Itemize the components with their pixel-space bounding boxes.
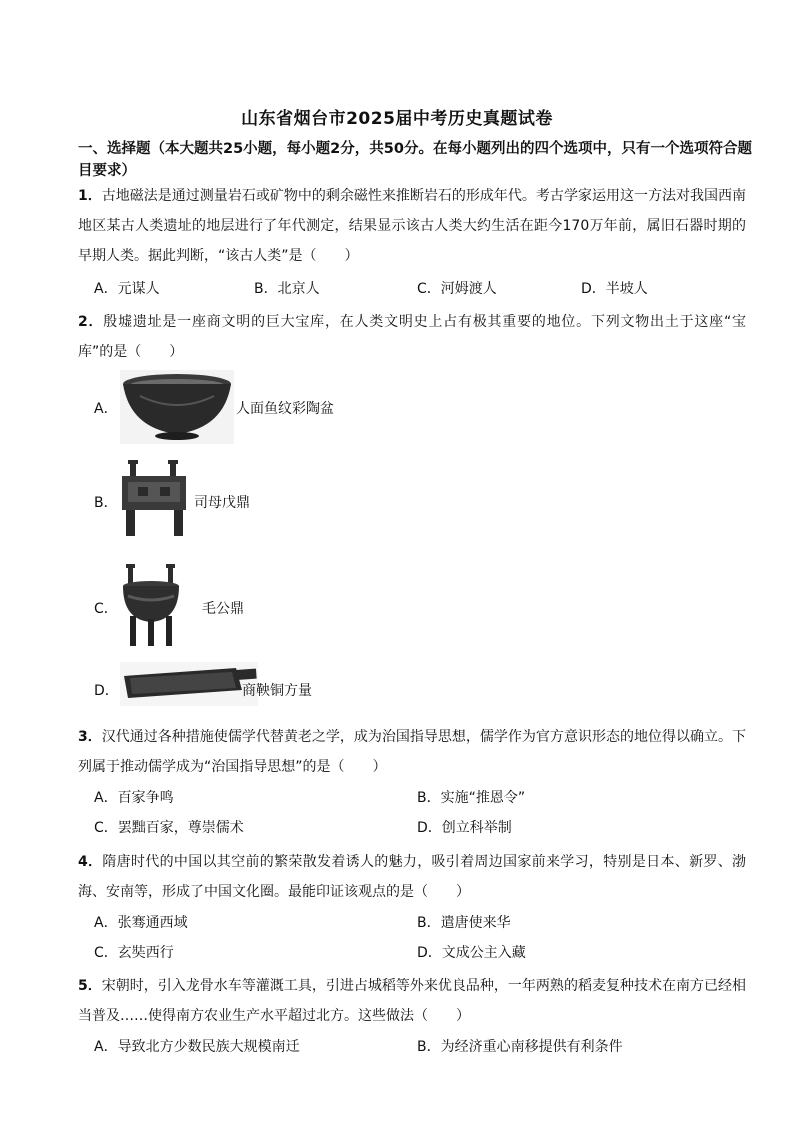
bronze-measure-image [120, 662, 260, 708]
round-ding-image [120, 564, 190, 648]
question-4 [78, 847, 746, 907]
option-caption: 人面鱼纹彩陶盆 [236, 401, 334, 417]
question-3-options-row1 [94, 786, 754, 810]
square-ding-image [120, 460, 190, 538]
question-number: 5． [78, 978, 102, 994]
question-3-options-row2 [94, 816, 754, 840]
option-a[interactable]: A．张骞通西域 [94, 915, 188, 931]
option-d[interactable]: D．创立科举制 [417, 820, 512, 836]
question-2 [78, 307, 746, 367]
question-number: 4． [78, 854, 103, 870]
question-number: 3． [78, 729, 102, 745]
option-a[interactable]: A．元谋人 [94, 281, 160, 297]
question-stem: 隋唐时代的中国以其空前的繁荣散发着诱人的魅力，吸引着周边国家前来学习，特别是日本、新罗、渤海、安南等，形成了中国文化圈。最能印证该观点的是（ ） [78, 854, 747, 900]
section-heading: 一、选择题（本大题共25小题，每小题2分，共50分。在每小题列出的四个选项中，只有一个选项符合题目要求） [78, 141, 752, 179]
option-d[interactable]: D．半坡人 [581, 281, 648, 297]
option-c[interactable]: C．河姆渡人 [417, 281, 497, 297]
option-letter: C． [94, 601, 118, 617]
option-letter: D． [94, 683, 119, 699]
option-b[interactable]: B．遣唐使来华 [417, 915, 511, 931]
question-number: 1． [78, 188, 102, 204]
option-caption: 毛公鼎 [202, 601, 244, 617]
question-5-options-row1 [94, 1035, 754, 1059]
question-stem: 宋朝时，引入龙骨水车等灌溉工具，引进占城稻等外来优良品种，一年两熟的稻麦复种技术在南方已经相当普及……使得南方农业生产水平超过北方。这些做法（ ） [78, 978, 747, 1024]
question-stem: 古地磁法是通过测量岩石或矿物中的剩余磁性来推断岩石的形成年代。考古学家运用这一方法对我国西南地区某古人类遗址的地层进行了年代测定，结果显示该古人类大约生活在距今170万年前，属旧石器时期的早期人类。据此判断，“该古人类”是（ ） [78, 188, 747, 264]
option-b[interactable]: B．实施“推恩令” [417, 790, 526, 806]
question-4-options-row1 [94, 911, 754, 935]
option-caption: 司母戊鼎 [194, 495, 250, 511]
option-a[interactable]: A．百家争鸣 [94, 790, 174, 806]
question-5 [78, 971, 746, 1031]
option-a[interactable] [94, 370, 394, 444]
pottery-basin-image [120, 370, 240, 444]
question-stem: 殷墟遗址是一座商文明的巨大宝库，在人类文明史上占有极其重要的地位。下列文物出土于这座“宝库”的是（ ） [78, 314, 746, 360]
question-3 [78, 722, 746, 782]
option-c[interactable]: C．玄奘西行 [94, 945, 174, 961]
question-stem: 汉代通过各种措施使儒学代替黄老之学，成为治国指导思想，儒学作为官方意识形态的地位得以确立。下列属于推动儒学成为“治国指导思想”的是（ ） [78, 729, 747, 775]
question-1 [78, 181, 746, 271]
option-letter: B． [94, 495, 118, 511]
option-d[interactable]: D．文成公主入藏 [417, 945, 526, 961]
question-number: 2． [78, 314, 104, 330]
question-4-options-row2 [94, 941, 754, 965]
option-b[interactable]: B．北京人 [254, 281, 320, 297]
option-a[interactable]: A．导致北方少数民族大规模南迁 [94, 1039, 300, 1055]
option-b[interactable]: B．为经济重心南移提供有利条件 [417, 1039, 623, 1055]
question-1-options [94, 277, 754, 301]
option-c[interactable] [94, 564, 394, 650]
option-letter: A． [94, 401, 118, 417]
option-caption: 商鞅铜方量 [242, 683, 312, 699]
option-c[interactable]: C．罢黜百家，尊崇儒术 [94, 820, 244, 836]
option-b[interactable] [94, 460, 394, 540]
page-title: 山东省烟台市2025届中考历史真题试卷 [241, 109, 553, 129]
option-d[interactable] [94, 662, 394, 712]
